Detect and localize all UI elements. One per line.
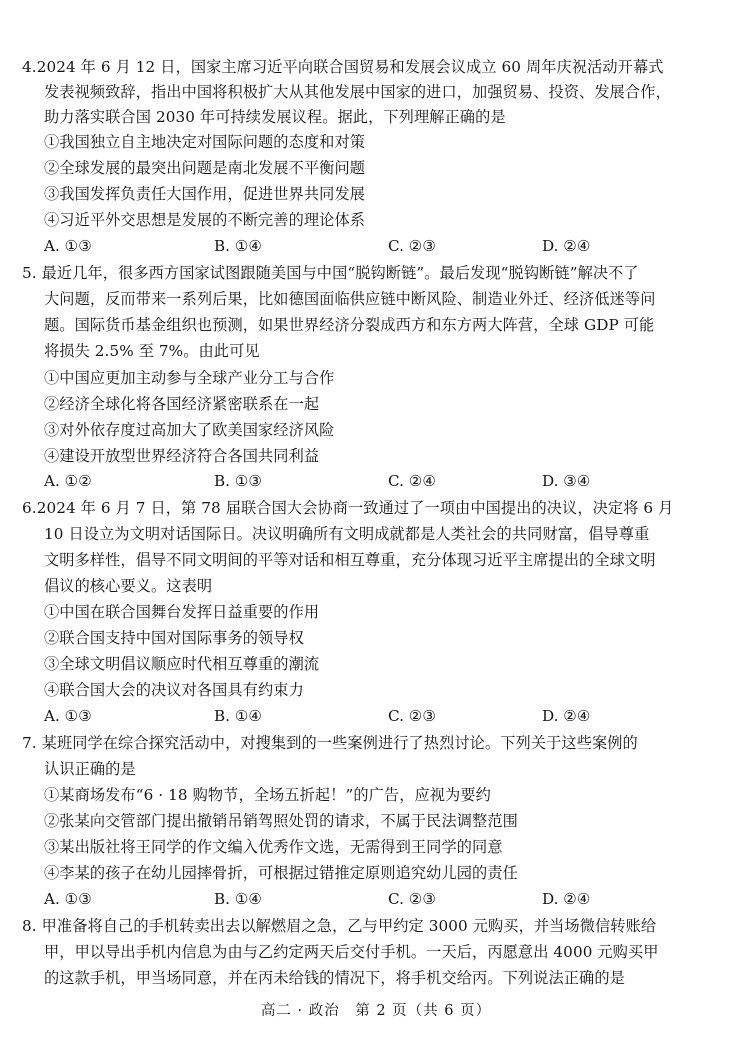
question-5-line-2: 大问题，反而带来一系列后果，比如德国面临供应链中断风险、制造业外迁、经济低迷等问 <box>44 290 656 308</box>
question-6-choice-b: B. ①④ <box>214 707 263 725</box>
question-4-choice-a: A. ①③ <box>44 237 92 255</box>
question-7-line-1: 7. 某班同学在综合探究活动中，对搜集到的一些案例进行了热烈讨论。下列关于这些案例的 <box>22 734 638 752</box>
question-7-choice-d: D. ②④ <box>542 890 591 908</box>
question-5-choice-d: D. ③④ <box>542 472 591 490</box>
question-7-option-3: ③某出版社将王同学的作文编入优秀作文选，无需得到王同学的同意 <box>44 838 503 856</box>
question-4-option-4: ④习近平外交思想是发展的不断完善的理论体系 <box>44 211 366 229</box>
question-5-option-3: ③对外依存度过高加大了欧美国家经济风险 <box>44 421 335 439</box>
question-4-option-1: ①我国独立自主地决定对国际问题的态度和对策 <box>44 133 366 151</box>
question-4-choice-d: D. ②④ <box>542 237 591 255</box>
question-4-choice-c: C. ②③ <box>388 237 436 255</box>
question-8-line-3: 的这款手机，甲当场同意，并在丙未给钱的情况下，将手机交给丙。下列说法正确的是 <box>44 969 625 987</box>
question-6-line-2: 10 日设立为文明对话国际日。决议明确所有文明成就都是人类社会的共同财富，倡导尊重 <box>44 525 650 543</box>
question-6-line-3: 文明多样性，倡导不同文明间的平等对话和相互尊重，充分体现习近平主席提出的全球文明 <box>44 551 656 569</box>
question-6-line-1: 6.2024 年 6 月 7 日，第 78 届联合国大会协商一致通过了一项由中国提出的决议，决定将 6 月 <box>22 499 674 517</box>
question-5-option-4: ④建设开放型世界经济符合各国共同利益 <box>44 447 320 465</box>
question-7-choice-b: B. ①④ <box>214 890 263 908</box>
question-4-line-2: 发表视频致辞，指出中国将积极扩大从其他发展中国家的进口，加强贸易、投资、发展合作， <box>44 83 671 101</box>
question-4-choice-b: B. ①④ <box>214 237 263 255</box>
question-8-line-2: 甲，甲以导出手机内信息为由与乙约定两天后交付手机。一天后，丙愿意出 4000 元购买甲 <box>44 943 659 961</box>
question-6-choice-c: C. ②③ <box>388 707 436 725</box>
question-7-option-2: ②张某向交管部门提出撤销吊销驾照处罚的请求，不属于民法调整范围 <box>44 812 518 830</box>
question-5-choice-a: A. ①② <box>44 472 92 490</box>
question-5-option-1: ①中国应更加主动参与全球产业分工与合作 <box>44 369 335 387</box>
question-7-choice-a: A. ①③ <box>44 890 92 908</box>
question-6-choice-a: A. ①③ <box>44 707 92 725</box>
question-6-option-4: ④联合国大会的决议对各国具有约束力 <box>44 681 304 699</box>
page-footer: 高二 · 政治 第 2 页（共 6 页） <box>260 1003 492 1019</box>
question-6-choice-d: D. ②④ <box>542 707 591 725</box>
question-4-line-3: 助力落实联合国 2030 年可持续发展议程。据此，下列理解正确的是 <box>44 108 506 126</box>
question-4-line-1: 4.2024 年 6 月 12 日，国家主席习近平向联合国贸易和发展会议成立 60 周年庆祝活动开幕式 <box>22 58 664 76</box>
question-4-option-3: ③我国发挥负责任大国作用，促进世界共同发展 <box>44 185 366 203</box>
question-6-option-1: ①中国在联合国舞台发挥日益重要的作用 <box>44 603 320 621</box>
question-4-option-2: ②全球发展的最突出问题是南北发展不平衡问题 <box>44 159 366 177</box>
question-8-line-1: 8. 甲准备将自己的手机转卖出去以解燃眉之急，乙与甲约定 3000 元购买，并当场微信转账给 <box>22 917 657 935</box>
question-6-line-4: 倡议的核心要义。这表明 <box>44 577 213 595</box>
question-5-option-2: ②经济全球化将各国经济紧密联系在一起 <box>44 395 320 413</box>
question-5-line-1: 5. 最近几年，很多西方国家试图跟随美国与中国“脱钩断链”。最后发现“脱钩断链”解决不了 <box>22 264 639 282</box>
question-7-choice-c: C. ②③ <box>388 890 436 908</box>
question-6-option-2: ②联合国支持中国对国际事务的领导权 <box>44 629 304 647</box>
question-5-choice-b: B. ①③ <box>214 472 263 490</box>
question-5-line-3: 题。国际货币基金组织也预测，如果世界经济分裂成西方和东方两大阵营，全球 GDP 可能 <box>44 316 655 334</box>
question-7-option-1: ①某商场发布“6 · 18 购物节，全场五折起！”的广告，应视为要约 <box>44 786 491 804</box>
question-5-line-4: 将损失 2.5% 至 7%。由此可见 <box>44 342 260 360</box>
question-7-line-2: 认识正确的是 <box>44 760 136 778</box>
question-7-option-4: ④李某的孩子在幼儿园摔骨折，可根据过错推定原则追究幼儿园的责任 <box>44 864 518 882</box>
question-5-choice-c: C. ②④ <box>388 472 436 490</box>
question-6-option-3: ③全球文明倡议顺应时代相互尊重的潮流 <box>44 655 320 673</box>
